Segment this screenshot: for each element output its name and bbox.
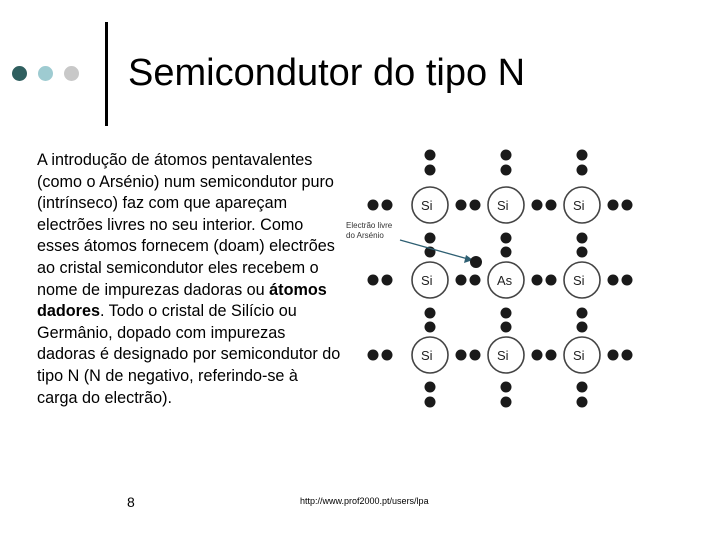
bullet-dot-light-blue: [38, 66, 53, 81]
free-electron: [470, 256, 482, 268]
electron: [622, 275, 633, 286]
annotation-arrow: [400, 240, 468, 259]
electron: [577, 165, 588, 176]
electron: [577, 322, 588, 333]
lattice-atoms: [412, 187, 600, 373]
electron: [577, 382, 588, 393]
electron: [546, 350, 557, 361]
arsenic-atom-label: As: [497, 273, 513, 288]
electron: [456, 200, 467, 211]
electron: [577, 150, 588, 161]
source-url: http://www.prof2000.pt/users/lpa: [300, 496, 429, 506]
electron: [501, 308, 512, 319]
electron: [382, 200, 393, 211]
silicon-atom-label: Si: [421, 348, 433, 363]
silicon-atom-label: Si: [573, 273, 585, 288]
electron: [577, 247, 588, 258]
crystal-lattice-diagram: [340, 148, 640, 418]
electron: [546, 275, 557, 286]
slide-title: Semicondutor do tipo N: [128, 52, 526, 94]
electron: [608, 350, 619, 361]
electron: [577, 397, 588, 408]
title-bullets: [12, 66, 79, 81]
silicon-atom-label: Si: [573, 198, 585, 213]
electron: [577, 233, 588, 244]
electron: [425, 397, 436, 408]
body-text-bold: átomos dadores: [37, 280, 327, 321]
electron: [425, 308, 436, 319]
electron: [470, 200, 481, 211]
electron: [470, 350, 481, 361]
electron: [368, 200, 379, 211]
electron: [501, 397, 512, 408]
electron: [532, 275, 543, 286]
body-text: [37, 150, 342, 409]
electron: [501, 165, 512, 176]
body-text-part1: A introdução de átomos pentavalentes (como o Arsénio) num semicondutor puro (intrínseco) faz com que apareçam electrões livres no seu interior. Como esses átomos fornecem (doam) electrões ao cristal semicondutor eles recebem o nome de impurezas dadoras ou: [37, 151, 335, 299]
silicon-atom-label: Si: [421, 273, 433, 288]
silicon-atom-label: Si: [497, 348, 509, 363]
electron: [382, 275, 393, 286]
electron: [608, 275, 619, 286]
electron: [425, 165, 436, 176]
bullet-dot-dark: [12, 66, 27, 81]
electron: [425, 322, 436, 333]
page-number: 8: [127, 494, 135, 510]
electron: [382, 350, 393, 361]
electron: [501, 150, 512, 161]
electron: [501, 382, 512, 393]
body-text-part2: . Todo o cristal de Silício ou Germânio, dopado com impurezas dadoras é designado por semicondutor do tipo N (N de negativo, referindo-se à carga do electrão).: [37, 302, 341, 407]
electron: [546, 200, 557, 211]
electron: [532, 200, 543, 211]
electron: [425, 233, 436, 244]
bullet-dot-gray: [64, 66, 79, 81]
electron: [368, 350, 379, 361]
silicon-atom-label: Si: [421, 198, 433, 213]
silicon-atom-label: Si: [497, 198, 509, 213]
electron: [501, 322, 512, 333]
electron: [501, 233, 512, 244]
electron: [622, 200, 633, 211]
electron: [577, 308, 588, 319]
annotation-line-2: do Arsénio: [346, 231, 384, 240]
electron: [622, 350, 633, 361]
annotation-line-1: Electrão livre: [346, 221, 393, 230]
free-electron-annotation: [346, 221, 482, 268]
electron: [532, 350, 543, 361]
electron: [501, 247, 512, 258]
silicon-atom-label: Si: [573, 348, 585, 363]
electron: [368, 275, 379, 286]
electron: [470, 275, 481, 286]
electron: [456, 350, 467, 361]
electron: [456, 275, 467, 286]
electron: [425, 150, 436, 161]
electron: [425, 382, 436, 393]
electron: [608, 200, 619, 211]
title-divider: [105, 22, 108, 126]
